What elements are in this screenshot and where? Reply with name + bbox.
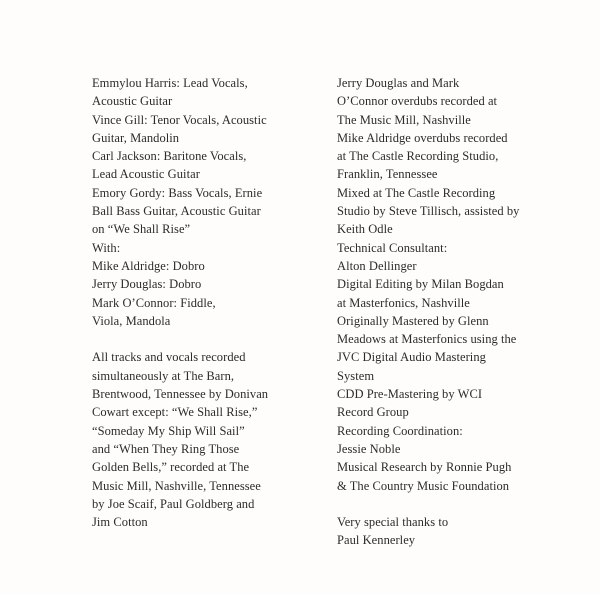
credit-line: Acoustic Guitar xyxy=(92,94,173,109)
production-line: Studio by Steve Tillisch, assisted by xyxy=(337,204,520,219)
credit-line: Emmylou Harris: Lead Vocals, xyxy=(92,76,248,90)
recording-line: “Someday My Ship Will Sail” xyxy=(92,423,245,438)
recording-line: Brentwood, Tennessee by Donivan xyxy=(92,387,269,402)
credit-line: Jerry Douglas: Dobro xyxy=(92,277,202,292)
production-line: Musical Research by Ronnie Pugh xyxy=(337,460,512,475)
recording-line: Golden Bells,” recorded at The xyxy=(92,460,250,475)
credit-line: Emory Gordy: Bass Vocals, Ernie xyxy=(92,185,263,200)
thanks-line: Paul Kennerley xyxy=(337,533,416,548)
production-line: Keith Odle xyxy=(337,222,393,237)
production-line: Jessie Noble xyxy=(337,441,401,456)
production-line: Originally Mastered by Glenn xyxy=(337,313,489,328)
production-line: Recording Coordination: xyxy=(337,423,463,438)
production-line: Franklin, Tennessee xyxy=(337,167,438,182)
recording-line: simultaneously at The Barn, xyxy=(92,368,235,383)
recording-line: Music Mill, Nashville, Tennessee xyxy=(92,478,261,493)
credit-line: Carl Jackson: Baritone Vocals, xyxy=(92,149,247,164)
paragraph-gap xyxy=(337,495,567,513)
credit-line: Guitar, Mandolin xyxy=(92,130,180,145)
credit-line: Lead Acoustic Guitar xyxy=(92,167,200,182)
production-credits xyxy=(337,74,567,495)
production-line: Digital Editing by Milan Bogdan xyxy=(337,277,504,292)
production-line: Mixed at The Castle Recording xyxy=(337,185,496,200)
production-line: Jerry Douglas and Mark xyxy=(337,76,460,90)
production-line: JVC Digital Audio Mastering xyxy=(337,350,486,365)
production-line: System xyxy=(337,368,375,383)
recording-line: All tracks and vocals recorded xyxy=(92,350,246,365)
special-thanks xyxy=(337,513,567,550)
recording-line: and “When They Ring Those xyxy=(92,441,240,456)
recording-line: by Joe Scaif, Paul Goldberg and xyxy=(92,496,255,511)
production-line: Meadows at Masterfonics using the xyxy=(337,332,517,347)
production-line: Alton Dellinger xyxy=(337,258,417,273)
musician-credits xyxy=(92,74,307,330)
production-line: at The Castle Recording Studio, xyxy=(337,149,499,164)
credit-line: Vince Gill: Tenor Vocals, Acoustic xyxy=(92,112,267,127)
credit-line: Viola, Mandola xyxy=(92,313,171,328)
production-line: Technical Consultant: xyxy=(337,240,448,255)
recording-notes xyxy=(92,348,307,531)
production-line: The Music Mill, Nashville xyxy=(337,112,471,127)
credit-line: Mark O’Connor: Fiddle, xyxy=(92,295,216,310)
credit-line: Ball Bass Guitar, Acoustic Guitar xyxy=(92,204,261,219)
production-line: CDD Pre-Mastering by WCI xyxy=(337,387,483,402)
production-line: O’Connor overdubs recorded at xyxy=(337,94,498,109)
credit-line: Mike Aldridge: Dobro xyxy=(92,258,205,273)
production-line: Record Group xyxy=(337,405,409,420)
production-line: at Masterfonics, Nashville xyxy=(337,295,470,310)
right-column xyxy=(337,74,567,550)
thanks-line: Very special thanks to xyxy=(337,515,449,530)
credit-line: With: xyxy=(92,240,121,255)
production-line: & The Country Music Foundation xyxy=(337,478,510,493)
production-line: Mike Aldridge overdubs recorded xyxy=(337,130,508,145)
recording-line: Jim Cotton xyxy=(92,515,148,530)
credit-line: on “We Shall Rise” xyxy=(92,222,191,237)
paragraph-gap xyxy=(92,330,307,348)
left-column xyxy=(92,74,307,531)
recording-line: Cowart except: “We Shall Rise,” xyxy=(92,405,258,420)
